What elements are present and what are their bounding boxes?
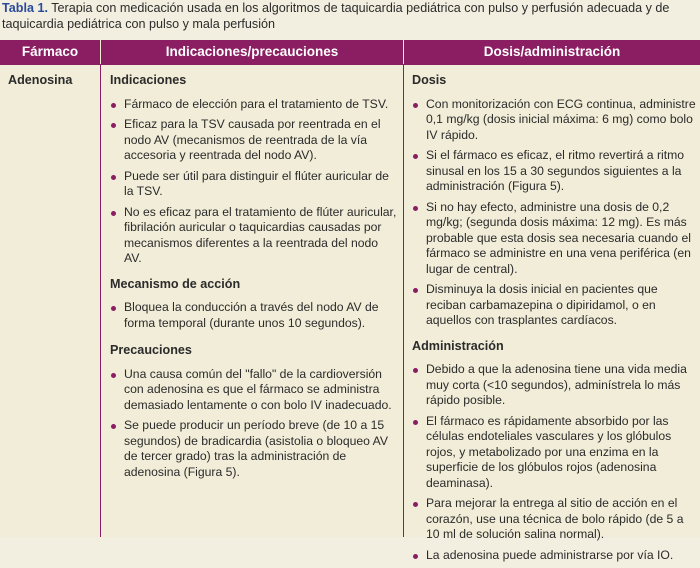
mechanism-list [110,300,398,331]
list-item: Se puede producir un período breve (de 10 a 15 segundos) de bradicardia (asistolia o bloqueo AV de tercer grado) tras la administración de adenosina (Figura 5). [110,418,398,480]
list-item: Para mejorar la entrega al sitio de acción en el corazón, use una técnica de bolo rápido (de 5 a 10 ml de solución salina normal). [412,496,698,543]
column-divider [403,64,404,537]
list-item: Disminuya la dosis inicial en pacientes que reciban carbamazepina o dipiridamol, o en aquellos con trasplantes cardíacos. [412,282,698,329]
list-item: Debido a que la adenosina tiene una vida media muy corta (<10 segundos), adminístrela lo más rápido posible. [412,362,698,409]
precautions-heading: Precauciones [110,343,192,357]
drug-name: Adenosina [8,73,73,87]
list-item: Bloquea la conducción a través del nodo AV de forma temporal (durante unos 10 segundos). [110,300,398,331]
medication-table [0,40,700,562]
list-item: Si el fármaco es eficaz, el ritmo revertirá a ritmo sinusal en los 15 a 30 segundos siguientes a la administración (Figura 5). [412,148,698,195]
list-item: Puede ser útil para distinguir el flúter auricular de la TSV. [110,169,398,200]
header-drug: Fármaco [0,40,100,64]
column-divider [100,64,101,537]
list-item: Una causa común del "fallo" de la cardioversión con adenosina es que el fármaco se administra demasiado lentamente o con bolo IV inadecuado. [110,367,398,414]
dose-heading: Dosis [412,73,447,87]
list-item: No es eficaz para el tratamiento de flúter auricular, fibrilación auricular o taquicardias causadas por mecanismos diferentes a la reentrada del nodo AV. [110,205,398,267]
caption-text: Terapia con medicación usada en los algoritmos de taquicardia pediátrica con pulso y perfusión adecuada y de taquicardia pediátrica con pulso y mala perfusión [2,1,670,31]
indications-list [110,97,398,267]
indications-heading: Indicaciones [110,73,187,87]
mechanism-heading: Mecanismo de acción [110,276,241,291]
dose-list [412,97,698,329]
list-item: El fármaco es rápidamente absorbido por las células endoteliales vasculares y los glóbulos rojos, y metabolizado por una enzima en la superficie de los glóbulos rojos (adenosina deaminasa). [412,414,698,492]
indications-column [110,73,398,485]
administration-list [412,362,698,563]
list-item: Fármaco de elección para el tratamiento de TSV. [110,97,398,113]
precautions-list [110,367,398,481]
list-item: Si no hay efecto, administre una dosis de 0,2 mg/kg; (segunda dosis máxima: 12 mg). Es más probable que esta dosis sea necesaria cuando el fármaco se administre en una vena periférica (en lugar de central). [412,200,698,278]
dose-column [412,73,698,568]
header-indications: Indicaciones/precauciones [101,40,403,64]
header-dose: Dosis/administración [404,40,700,64]
administration-heading: Administración [412,338,504,353]
header-divider [0,64,700,65]
table-caption [2,1,698,32]
list-item: Con monitorización con ECG continua, administre 0,1 mg/kg (dosis inicial máxima: 6 mg) como bolo IV rápido. [412,97,698,144]
list-item: La adenosina puede administrarse por vía IO. [412,548,698,564]
list-item: Eficaz para la TSV causada por reentrada en el nodo AV (mecanismos de reentrada de la vía accesoria y reentrada del nodo AV). [110,117,398,164]
caption-label: Tabla 1. [2,1,48,15]
